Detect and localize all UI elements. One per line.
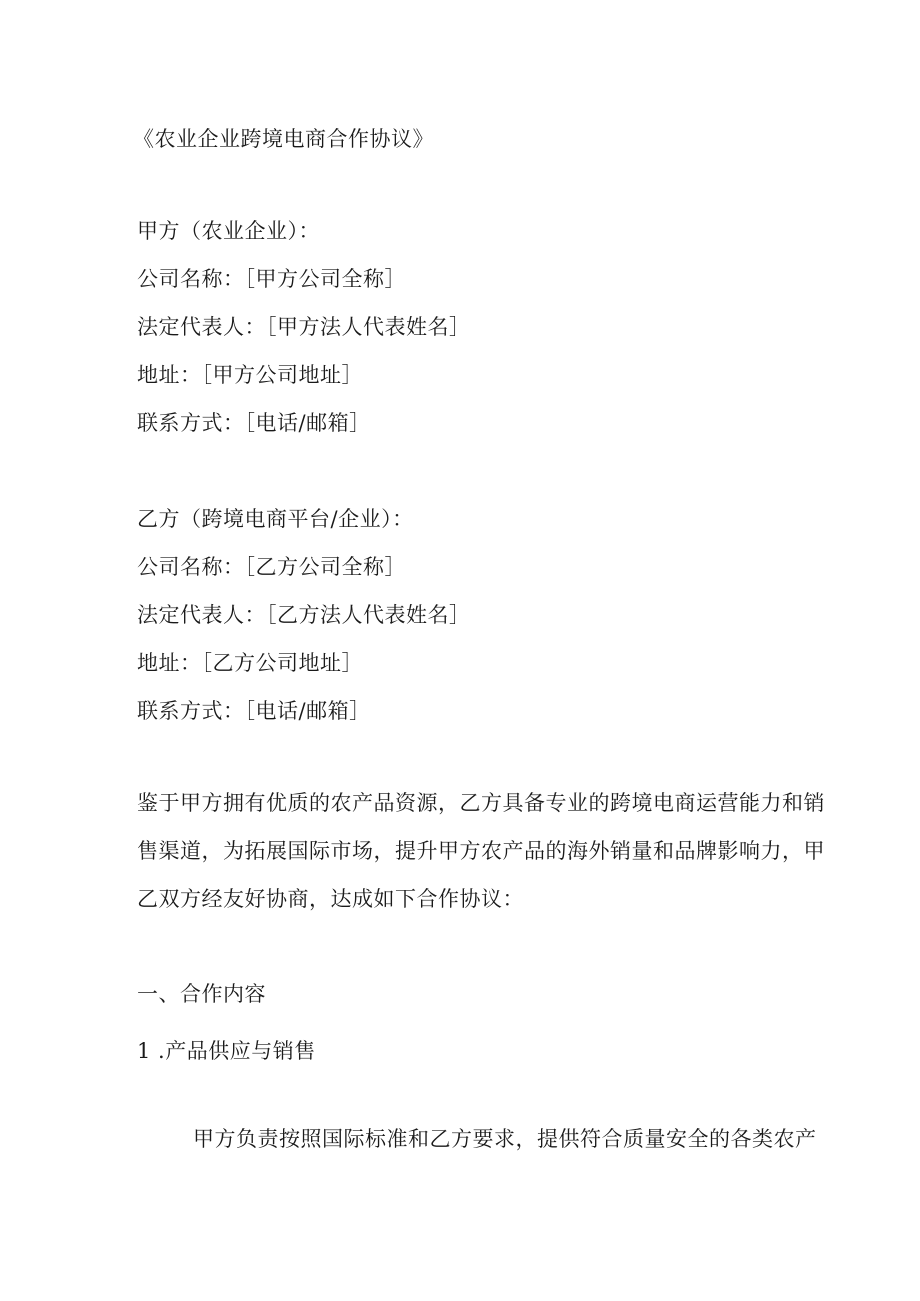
preamble-line-3: 乙双方经友好协商，达成如下合作协议： [137, 887, 524, 911]
document-title: 《农业企业跨境电商合作协议》 [133, 127, 434, 151]
party-b-contact: 联系方式：［电话/邮箱］ [137, 699, 371, 723]
party-a-address: 地址：［甲方公司地址］ [137, 363, 363, 387]
party-b-heading: 乙方（跨境电商平台/企业）： [137, 507, 414, 531]
party-a-heading: 甲方（农业企业）： [137, 219, 320, 243]
party-b-legal-rep: 法定代表人：［乙方法人代表姓名］ [137, 603, 471, 627]
party-a-legal-rep: 法定代表人：［甲方法人代表姓名］ [137, 315, 471, 339]
preamble-line-2: 售渠道，为拓展国际市场，提升甲方农产品的海外销量和品牌影响力，甲 [137, 839, 825, 863]
party-a-company: 公司名称：［甲方公司全称］ [137, 267, 406, 291]
party-a-contact: 联系方式：［电话/邮箱］ [137, 411, 371, 435]
subsection-heading: 1 .产品供应与销售 [137, 1039, 316, 1063]
preamble-line-1: 鉴于甲方拥有优质的农产品资源，乙方具备专业的跨境电商运营能力和销 [137, 791, 825, 815]
party-b-address: 地址：［乙方公司地址］ [137, 651, 363, 675]
subsection-body-text: 甲方负责按照国际标准和乙方要求，提供符合质量安全的各类农产 [193, 1127, 817, 1151]
section-heading: 一、合作内容 [137, 982, 266, 1006]
party-b-company: 公司名称：［乙方公司全称］ [137, 555, 406, 579]
